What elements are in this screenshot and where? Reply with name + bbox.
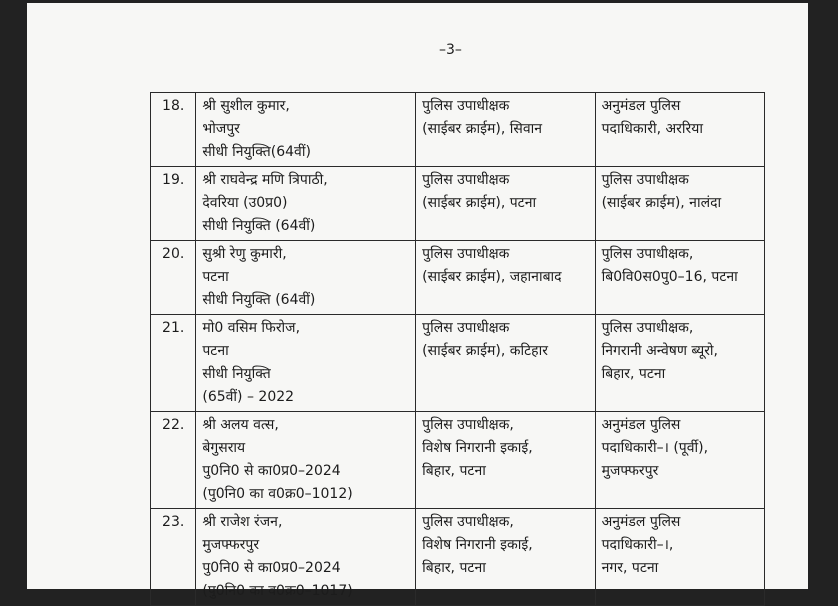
serial-number: 20.	[151, 241, 196, 315]
cell-line: नगर, पटना	[601, 560, 659, 576]
new-posting-cell	[595, 412, 764, 509]
cell-line: पु0नि0 से का0प्र0–2024	[202, 463, 341, 479]
cell-line: पटना	[202, 269, 229, 285]
cell-line: पुलिस उपाधीक्षक,	[601, 246, 694, 262]
table-row	[151, 167, 765, 241]
cell-line: बिहार, पटना	[422, 463, 486, 479]
cell-line: मुजफ्फरपुर	[202, 537, 260, 553]
current-posting-cell	[416, 412, 595, 509]
cell-line: श्री अलय वत्स,	[202, 417, 279, 433]
current-posting-cell	[416, 241, 595, 315]
cell-line: भोजपुर	[202, 121, 240, 137]
current-posting-cell	[416, 167, 595, 241]
cell-line: विशेष निगरानी इकाई,	[422, 440, 533, 456]
table-row	[151, 93, 765, 167]
current-posting-cell	[416, 509, 595, 606]
new-posting-cell	[595, 509, 764, 606]
serial-number: 19.	[151, 167, 196, 241]
cell-line: श्री सुशील कुमार,	[202, 98, 290, 114]
cell-line: पुलिस उपाधीक्षक	[422, 246, 510, 262]
cell-line: (पु0नि0 का व0क्र0–1017)	[202, 583, 353, 599]
cell-line: अनुमंडल पुलिस	[601, 514, 681, 530]
table-row	[151, 412, 765, 509]
cell-line: (65वीं) – 2022	[202, 389, 295, 405]
new-posting-cell	[595, 315, 764, 412]
officer-name-cell	[196, 241, 416, 315]
cell-line: बेगुसराय	[202, 440, 246, 456]
cell-line: (पु0नि0 का व0क्र0–1012)	[202, 486, 353, 502]
officer-name-cell	[196, 93, 416, 167]
cell-line: बिहार, पटना	[422, 560, 486, 576]
new-posting-cell	[595, 167, 764, 241]
cell-line: (साईबर क्राईम), जहानाबाद	[422, 269, 562, 285]
cell-line: (साईबर क्राईम), पटना	[422, 195, 537, 211]
document-page	[27, 3, 808, 599]
cell-line: पुलिस उपाधीक्षक,	[601, 320, 694, 336]
officer-name-cell	[196, 315, 416, 412]
serial-number: 22.	[151, 412, 196, 509]
cell-line: पदाधिकारी–। (पूर्वी),	[601, 440, 709, 456]
cell-line: बि0वि0स0पु0–16, पटना	[601, 269, 738, 285]
officer-name-cell	[196, 509, 416, 606]
cell-line: सीधी नियुक्ति(64वीं)	[202, 144, 311, 160]
officer-name-cell	[196, 412, 416, 509]
cell-line: श्री राजेश रंजन,	[202, 514, 283, 530]
cell-line: पुलिस उपाधीक्षक	[422, 98, 510, 114]
cell-line: पदाधिकारी–।,	[601, 537, 674, 553]
cell-line: विशेष निगरानी इकाई,	[422, 537, 533, 553]
cell-line: श्री राघवेन्द्र मणि त्रिपाठी,	[202, 172, 328, 188]
cell-line: मो0 वसिम फिरोज,	[202, 320, 301, 336]
table-row	[151, 315, 765, 412]
cell-line: (साईबर क्राईम), नालंदा	[601, 195, 722, 211]
serial-number: 21.	[151, 315, 196, 412]
table-row	[151, 241, 765, 315]
cell-line: अनुमंडल पुलिस	[601, 417, 681, 433]
cell-line: अनुमंडल पुलिस	[601, 98, 681, 114]
table-row	[151, 509, 765, 606]
page-number: –3–	[439, 42, 462, 58]
cell-line: बिहार, पटना	[601, 366, 666, 382]
cell-line: पुलिस उपाधीक्षक,	[422, 417, 514, 433]
new-posting-cell	[595, 241, 764, 315]
cell-line: सीधी नियुक्ति (64वीं)	[202, 292, 316, 308]
cell-line: पुलिस उपाधीक्षक,	[422, 514, 514, 530]
cell-line: सुश्री रेणु कुमारी,	[202, 246, 287, 262]
cell-line: (साईबर क्राईम), सिवान	[422, 121, 542, 137]
cell-line: सीधी नियुक्ति (64वीं)	[202, 218, 316, 234]
serial-number: 18.	[151, 93, 196, 167]
officer-name-cell	[196, 167, 416, 241]
cell-line: पुलिस उपाधीक्षक	[601, 172, 689, 188]
transfer-table	[150, 92, 765, 606]
cell-line: पुलिस उपाधीक्षक	[422, 172, 510, 188]
cell-line: पु0नि0 से का0प्र0–2024	[202, 560, 341, 576]
cell-line: पटना	[202, 343, 229, 359]
cell-line: निगरानी अन्वेषण ब्यूरो,	[601, 343, 719, 359]
current-posting-cell	[416, 93, 595, 167]
cell-line: सीधी नियुक्ति	[202, 366, 271, 382]
cell-line: पदाधिकारी, अररिया	[601, 121, 703, 137]
serial-number: 23.	[151, 509, 196, 606]
cell-line: देवरिया (उ0प्र0)	[202, 195, 288, 211]
new-posting-cell	[595, 93, 764, 167]
cell-line: पुलिस उपाधीक्षक	[422, 320, 510, 336]
cell-line: (साईबर क्राईम), कटिहार	[422, 343, 548, 359]
current-posting-cell	[416, 315, 595, 412]
cell-line: मुजफ्फरपुर	[601, 463, 659, 479]
